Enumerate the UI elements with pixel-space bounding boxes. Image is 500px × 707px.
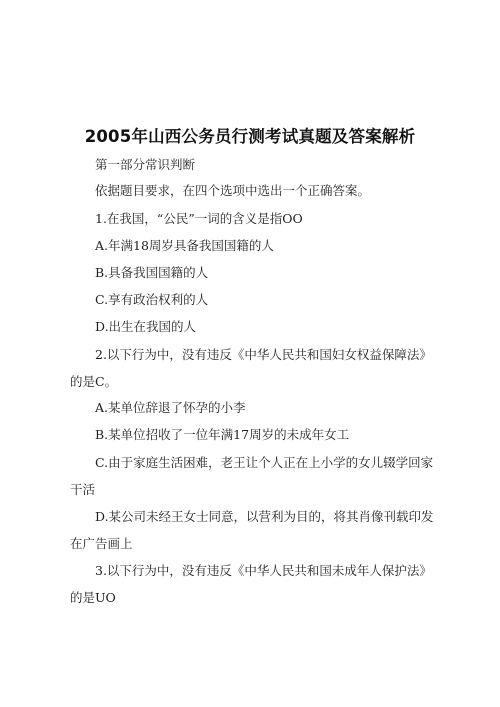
question-1-option-b: B.具备我国国籍的人	[95, 265, 209, 280]
question-2-option-d: D.某公司未经王女士同意，以营利为目的，将其肖像刊载印发在广告画上	[70, 509, 434, 551]
question-3-stem: 3.以下行为中，没有违反《中华人民共和国未成年人保护法》的是UO	[70, 563, 432, 605]
question-1-stem: 1.在我国，“公民”一词的含义是指OO	[95, 211, 303, 226]
question-2-stem: 2.以下行为中，没有违反《中华人民共和国妇女权益保障法》的是C。	[70, 347, 432, 389]
section-heading: 第一部分常识判断	[95, 157, 196, 172]
question-1-option-c: C.享有政治权利的人	[95, 292, 209, 307]
question-2-option-c: C.由于家庭生活困难，老王让个人正在上小学的女儿辍学回家干活	[70, 455, 434, 497]
question-1-option-a: A.年满18周岁具备我国国籍的人	[95, 238, 274, 253]
question-2-option-b: B.某单位招收了一位年满17周岁的未成年女工	[95, 427, 350, 442]
question-2-option-a: A.某单位辞退了怀孕的小李	[95, 400, 246, 415]
instruction-text: 依据题目要求，在四个选项中选出一个正确答案。	[95, 183, 371, 198]
document-title: 2005年山西公务员行测考试真题及答案解析	[84, 127, 416, 146]
question-1-option-d: D.出生在我国的人	[95, 319, 197, 334]
